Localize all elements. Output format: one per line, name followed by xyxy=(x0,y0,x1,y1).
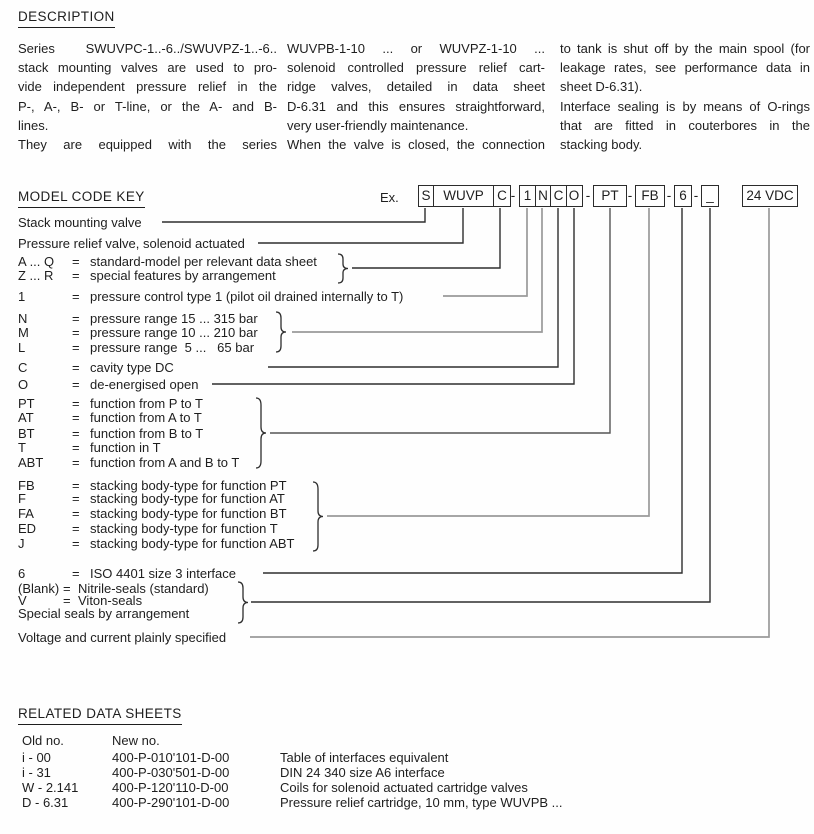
row-equals: = xyxy=(63,593,71,608)
code-box-group-series xyxy=(418,185,511,207)
cell-description: Coils for solenoid actuated cartridge valves xyxy=(280,780,528,795)
code-box-cell: FB xyxy=(635,185,665,207)
model-code-row xyxy=(18,606,538,621)
code-box-group-type xyxy=(519,185,583,207)
code-box-cell: C xyxy=(493,185,511,207)
model-code-row xyxy=(18,491,538,506)
code-box-cell: N xyxy=(535,185,552,207)
row-description: function from A and B to T xyxy=(90,455,240,470)
text-line: Series SWUVPC-1..-6../SWUVPZ-1..-6.. xyxy=(18,41,277,56)
row-code: L xyxy=(18,340,26,355)
code-box-cell: 24 VDC xyxy=(742,185,798,207)
row-description: function in T xyxy=(90,440,161,455)
text-line: sheet D-6.31). xyxy=(560,79,643,95)
table-row xyxy=(22,780,802,796)
column-header-new-no: New no. xyxy=(112,733,160,748)
model-code-row xyxy=(18,630,538,645)
model-code-row xyxy=(18,340,538,355)
row-description: pressure range 15 ... 315 bar xyxy=(90,311,258,326)
code-dash: - xyxy=(627,188,633,203)
row-code: V xyxy=(18,593,27,608)
row-equals: = xyxy=(72,396,80,411)
code-box-cell: C xyxy=(550,185,567,207)
cell-description: Pressure relief cartridge, 10 mm, type WUVPB ... xyxy=(280,795,563,810)
text-line: P-, A-, B- or T-line, or the A- and B- xyxy=(18,98,277,114)
text-line: vide independent pressure relief in the xyxy=(18,79,277,95)
row-equals: = xyxy=(72,455,80,470)
model-code-key-title: MODEL CODE KEY xyxy=(18,189,145,208)
model-code-row xyxy=(18,311,538,326)
row-equals: = xyxy=(72,377,80,392)
row-description: function from P to T xyxy=(90,396,203,411)
text-line: stacking body. xyxy=(560,137,643,153)
row-code: FA xyxy=(18,506,34,521)
row-description: pressure range 5 ... 65 bar xyxy=(90,340,255,355)
text-line: very user-friendly maintenance. xyxy=(287,117,469,133)
text-line: that are fitted in couterbores in the xyxy=(560,117,810,133)
row-equals: = xyxy=(72,506,80,521)
code-box-body xyxy=(635,185,665,207)
text-line: solenoid controlled pressure relief cart- xyxy=(287,60,545,76)
code-box-cell: S xyxy=(418,185,434,207)
row-code: M xyxy=(18,325,29,340)
row-label: Voltage and current plainly specified xyxy=(18,630,227,645)
row-equals: = xyxy=(72,360,80,375)
row-description: de-energised open xyxy=(90,377,199,392)
row-equals: = xyxy=(72,536,80,551)
row-code: AT xyxy=(18,410,34,425)
model-code-row xyxy=(18,360,538,375)
text-line: D-6.31 and this ensures straightforward, xyxy=(287,98,545,114)
row-label: Pressure relief valve, solenoid actuated xyxy=(18,236,245,251)
cell-old-no: i - 00 xyxy=(22,750,51,765)
row-code: 1 xyxy=(18,289,26,304)
row-description: stacking body-type for function ABT xyxy=(90,536,295,551)
row-description: Viton-seals xyxy=(78,593,143,608)
code-box-size xyxy=(674,185,692,207)
model-code-row xyxy=(18,215,538,230)
row-code: C xyxy=(18,360,28,375)
text-line: Interface sealing is by means of O-rings xyxy=(560,98,810,114)
cell-new-no: 400-P-030'501-D-00 xyxy=(112,765,230,780)
code-box-cell: O xyxy=(566,185,583,207)
row-description: Nitrile-seals (standard) xyxy=(78,581,209,596)
code-dash: - xyxy=(585,188,591,203)
row-equals: = xyxy=(72,289,80,304)
row-description: special features by arrangement xyxy=(90,268,276,283)
code-box-voltage xyxy=(742,185,798,207)
row-code: PT xyxy=(18,396,35,411)
row-description: pressure range 10 ... 210 bar xyxy=(90,325,258,340)
code-box-cell: WUVP xyxy=(433,185,495,207)
table-header-row xyxy=(22,733,802,749)
row-code: ED xyxy=(18,521,37,536)
code-box-cell: PT xyxy=(593,185,627,207)
row-label: Stack mounting valve xyxy=(18,215,142,230)
row-code: F xyxy=(18,491,26,506)
row-equals: = xyxy=(72,491,80,506)
code-dash: - xyxy=(510,188,516,203)
text-line: ridge valves, detailed in data sheet xyxy=(287,79,545,95)
row-equals: = xyxy=(72,521,80,536)
text-line: leakage rates, see performance data in xyxy=(560,60,810,76)
row-description: function from A to T xyxy=(90,410,202,425)
model-code-row xyxy=(18,536,538,551)
row-equals: = xyxy=(72,325,80,340)
text-line: to tank is shut off by the main spool (for xyxy=(560,41,810,56)
code-dash: - xyxy=(666,188,672,203)
code-box-cell: 6 xyxy=(674,185,692,207)
row-description: stacking body-type for function PT xyxy=(90,478,287,493)
table-row xyxy=(22,750,802,766)
text-line: They are equipped with the series xyxy=(18,137,277,153)
row-label: Special seals by arrangement xyxy=(18,606,190,621)
cell-new-no: 400-P-010'101-D-00 xyxy=(112,750,230,765)
row-equals: = xyxy=(63,581,71,596)
row-code: O xyxy=(18,377,29,392)
row-description: stacking body-type for function T xyxy=(90,521,278,536)
model-code-row xyxy=(18,455,538,470)
table-row xyxy=(22,765,802,781)
cell-old-no: W - 2.141 xyxy=(22,780,79,795)
row-description: ISO 4401 size 3 interface xyxy=(90,566,236,581)
row-code: Z ... R xyxy=(18,268,54,283)
row-description: standard-model per relevant data sheet xyxy=(90,254,317,269)
cell-new-no: 400-P-120'110-D-00 xyxy=(112,780,229,795)
column-header-old-no: Old no. xyxy=(22,733,64,748)
cell-new-no: 400-P-290'101-D-00 xyxy=(112,795,230,810)
row-equals: = xyxy=(72,478,80,493)
model-code-row xyxy=(18,410,538,425)
row-code: (Blank) xyxy=(18,581,60,596)
row-equals: = xyxy=(72,426,80,441)
row-equals: = xyxy=(72,440,80,455)
model-code-row xyxy=(18,377,538,392)
row-description: stacking body-type for function AT xyxy=(90,491,285,506)
cell-old-no: i - 31 xyxy=(22,765,51,780)
code-box-seals xyxy=(701,185,719,207)
row-equals: = xyxy=(72,311,80,326)
text-line: stack mounting valves are used to pro- xyxy=(18,60,277,76)
code-box-function xyxy=(593,185,627,207)
row-description: function from B to T xyxy=(90,426,204,441)
row-code: ABT xyxy=(18,455,44,470)
cell-old-no: D - 6.31 xyxy=(22,795,69,810)
row-code: J xyxy=(18,536,25,551)
example-label: Ex. xyxy=(380,190,399,205)
description-column-1 xyxy=(18,39,277,154)
row-code: BT xyxy=(18,426,35,441)
row-equals: = xyxy=(72,410,80,425)
model-code-row xyxy=(18,426,538,441)
model-code-row xyxy=(18,254,538,269)
row-equals: = xyxy=(72,566,80,581)
row-code: N xyxy=(18,311,28,326)
cell-description: Table of interfaces equivalent xyxy=(280,750,449,765)
cell-description: DIN 24 340 size A6 interface xyxy=(280,765,445,780)
text-line: When the valve is closed, the connection xyxy=(287,137,545,153)
model-code-row xyxy=(18,236,538,251)
table-row xyxy=(22,795,802,811)
model-code-row xyxy=(18,268,538,283)
row-description: stacking body-type for function BT xyxy=(90,506,287,521)
row-code: 6 xyxy=(18,566,26,581)
model-code-row xyxy=(18,440,538,455)
model-code-row xyxy=(18,289,538,304)
row-code: A ... Q xyxy=(18,254,55,269)
text-line: lines. xyxy=(18,117,49,133)
row-equals: = xyxy=(72,340,80,355)
model-code-row xyxy=(18,566,538,581)
text-line: WUVPB-1-10 ... or WUVPZ-1-10 ... xyxy=(287,41,545,56)
code-dash: - xyxy=(693,188,699,203)
description-column-2 xyxy=(287,39,545,154)
related-data-sheets-title: RELATED DATA SHEETS xyxy=(18,706,182,725)
description-column-3 xyxy=(560,39,810,154)
row-description: cavity type DC xyxy=(90,360,174,375)
code-box-cell: 1 xyxy=(519,185,536,207)
model-code-row xyxy=(18,325,538,340)
description-title: DESCRIPTION xyxy=(18,9,115,28)
model-code-row xyxy=(18,506,538,521)
row-code: FB xyxy=(18,478,35,493)
model-code-row xyxy=(18,396,538,411)
row-description: pressure control type 1 (pilot oil drained internally to T) xyxy=(90,289,404,304)
row-equals: = xyxy=(72,268,80,283)
row-equals: = xyxy=(72,254,80,269)
row-code: T xyxy=(18,440,26,455)
model-code-row xyxy=(18,521,538,536)
code-box-cell: _ xyxy=(701,185,719,207)
